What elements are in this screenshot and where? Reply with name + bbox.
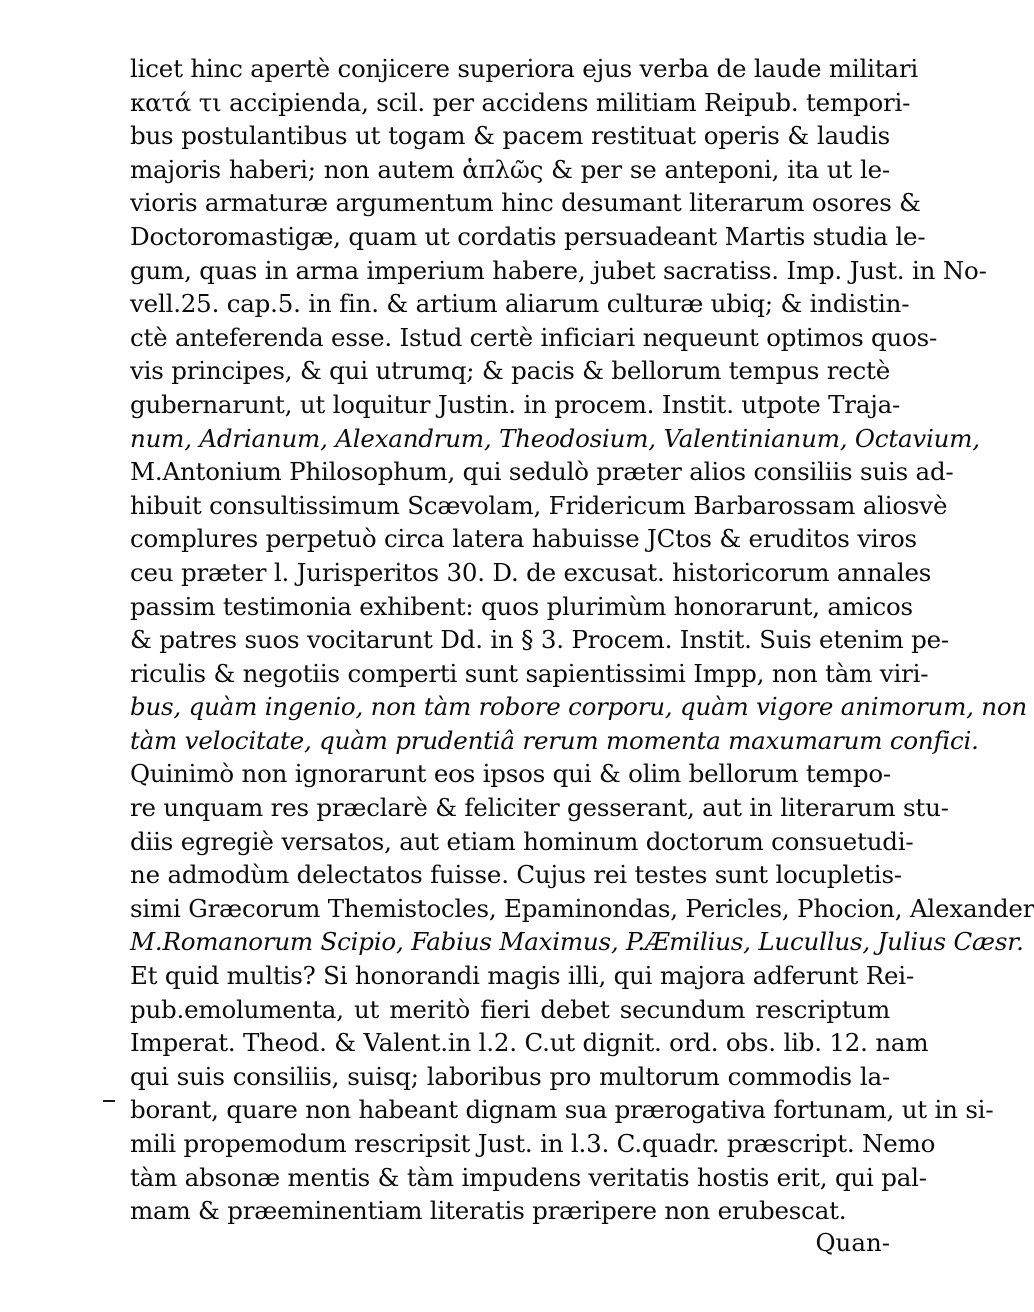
text-line: num, Adrianum, Alexandrum, Theodosium, Valentinianum, Octavium, bbox=[130, 423, 980, 453]
text-line: bus, quàm ingenio, non tàm robore corporu, quàm vigore animorum, non bbox=[130, 692, 1027, 722]
text-line: passim testimonia exhibent: quos plurimùm honorarunt, amicos bbox=[130, 591, 913, 621]
text-line: ctè anteferenda esse. Istud certè inficiari nequeunt optimos quos- bbox=[130, 322, 938, 352]
text-line: tàm absonæ mentis & tàm impudens veritatis hostis erit, qui pal- bbox=[130, 1162, 927, 1192]
text-line: complures perpetuò circa latera habuisse JCtos & eruditos viros bbox=[130, 524, 917, 554]
text-line: diis egregiè versatos, aut etiam hominum doctorum consuetudi- bbox=[130, 826, 914, 856]
text-line: majoris haberi; non autem ἁπλῶς & per se anteponi, ita ut le- bbox=[130, 154, 890, 184]
text-line: ne admodùm delectatos fuisse. Cujus rei testes sunt locupletis- bbox=[130, 860, 902, 890]
margin-dash bbox=[103, 1100, 115, 1102]
catchword: Quan- bbox=[815, 1228, 890, 1257]
text-line: vioris armaturæ argumentum hinc desumant literarum osores & bbox=[130, 188, 921, 218]
text-line: mam & præeminentiam literatis præripere non erubescat. bbox=[130, 1196, 847, 1226]
text-line: Doctoromastigæ, quam ut cordatis persuadeant Martis studia le- bbox=[130, 221, 926, 251]
text-line: riculis & negotiis comperti sunt sapientissimi Impp, non tàm viri- bbox=[130, 658, 929, 688]
text-line: qui suis consiliis, suisq; laboribus pro multorum commodis la- bbox=[130, 1061, 890, 1091]
text-line: pub.emolumenta, ut meritò fieri debet secundum rescriptum bbox=[130, 994, 890, 1024]
text-line: vis principes, & qui utrumq; & pacis & bellorum tempus rectè bbox=[130, 356, 890, 386]
text-line: gum, quas in arma imperium habere, jubet sacratiss. Imp. Just. in No- bbox=[130, 255, 987, 285]
body-text bbox=[130, 52, 1034, 1228]
text-line: M.Romanorum Scipio, Fabius Maximus, P.Æmilius, Lucullus, Julius Cæsr. bbox=[130, 927, 1024, 957]
text-line: vell.25. cap.5. in fin. & artium aliarum culturæ ubiq; & indistin- bbox=[130, 289, 910, 319]
text-line: M.Antonium Philosophum, qui sedulò præter alios consiliis suis ad- bbox=[130, 457, 954, 487]
text-line: mili propemodum rescripsit Just. in l.3. C.quadr. præscript. Nemo bbox=[130, 1129, 936, 1158]
text-line: hibuit consultissimum Scævolam, Fridericum Barbarossam aliosvè bbox=[130, 490, 948, 520]
text-line: simi Græcorum Themistocles, Epaminondas, Pericles, Phocion, Alexander bbox=[130, 893, 1034, 923]
text-line: borant, quare non habeant dignam sua prærogativa fortunam, ut in si- bbox=[130, 1095, 994, 1125]
text-line: gubernarunt, ut loquitur Justin. in procem. Instit. utpote Traja- bbox=[130, 389, 901, 419]
text-line: Quinimò non ignorarunt eos ipsos qui & olim bellorum tempo- bbox=[130, 759, 891, 789]
text-line: bus postulantibus ut togam & pacem restituat operis & laudis bbox=[130, 121, 890, 151]
text-line: Et quid multis? Si honorandi magis illi, qui majora adferunt Rei- bbox=[130, 961, 915, 991]
text-line: re unquam res præclarè & feliciter gesserant, aut in literarum stu- bbox=[130, 793, 949, 823]
text-line: κατά τι accipienda, scil. per accidens militiam Reipub. tempori- bbox=[130, 87, 911, 117]
text-line: tàm velocitate, quàm prudentiâ rerum momenta maxumarum confici. bbox=[130, 725, 979, 755]
text-line: licet hinc apertè conjicere superiora ejus verba de laude militari bbox=[130, 54, 918, 83]
text-line: Imperat. Theod. & Valent.in l.2. C.ut dignit. ord. obs. lib. 12. nam bbox=[130, 1028, 929, 1058]
text-line: ceu præter l. Jurisperitos 30. D. de excusat. historicorum annales bbox=[130, 557, 932, 587]
text-line: & patres suos vocitarunt Dd. in § 3. Procem. Instit. Suis etenim pe- bbox=[130, 625, 949, 655]
